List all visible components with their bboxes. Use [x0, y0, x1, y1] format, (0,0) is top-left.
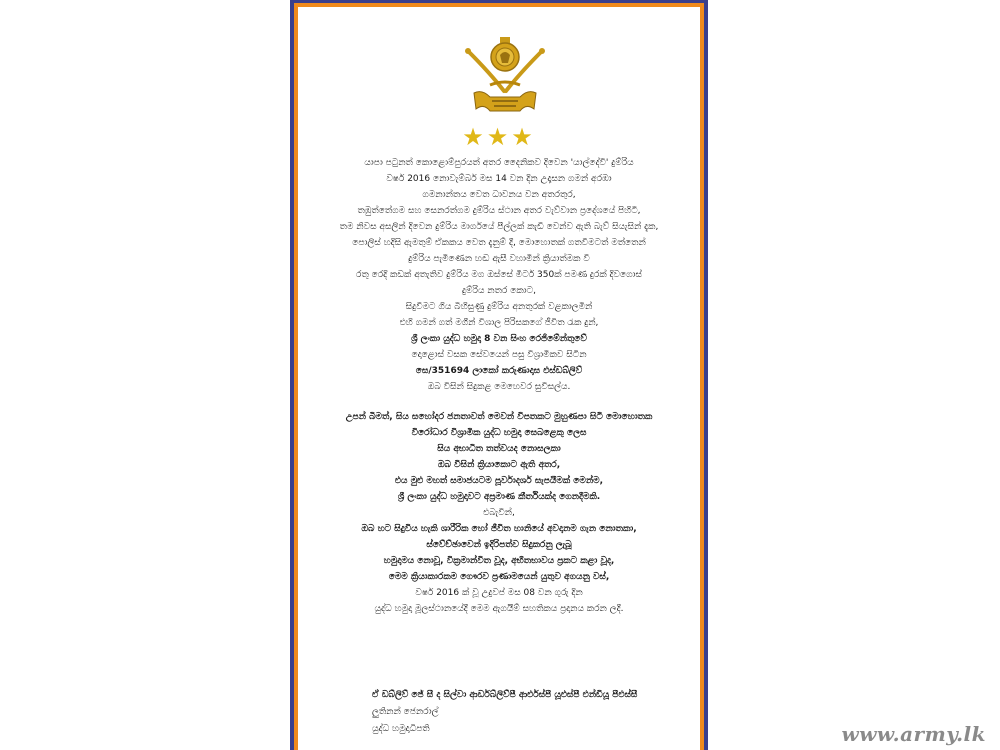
certificate-line: දුම්රිය නතර කොට,: [462, 286, 536, 296]
certificate-line: පොලිස් හදිසි ඇමතුම් ඒකකය වෙත දැනුම් දී, මොහොතක් ගතවීමටත් මත්තෙන්: [352, 238, 646, 248]
website-watermark: www.army.lk: [841, 722, 986, 746]
certificate-line: සිදුවීමට ගිය බිහිසුණු දුම්රිය අනතුරක් වළකාලමින්: [405, 302, 593, 312]
certificate-border: [294, 3, 704, 750]
certificate-line: යුද්ධ හමුදා මූලස්ථානයේදී මෙම ඇගයීම් සහතිකය ප්‍රදානය කරන ලදී.: [374, 604, 624, 614]
certificate-line: උපන් බිමත්, සිය සහෝදර ජනතාවත් මෙවන් විපතකට මුහුණපා සිටි මොහොතක: [345, 412, 653, 422]
certificate-line: ඔබ හට සිදුවිය හැකි ශාරීරික හෝ ජීවිත හානියේ අවදානම ගැන නොතකා,: [361, 524, 637, 534]
certificate-line: ගමනාන්තය වෙත ධාවනය වන අතරතුර,: [422, 190, 576, 200]
certificate-line: එහි ගමන් ගත් මගීන් විශාල පිරිසකගේ ජීවිත රැක දුන්,: [399, 318, 599, 328]
certificate-line: තඹුත්තේගම සහ සෙනරත්ගම දුම්රිය ස්ථාන අතර වැව්වාන ප්‍රදේශයේ පිහිටි,: [357, 206, 641, 216]
certificate-line: රතු රෙදි කඩක් අතැතිව දුම්රිය මග ඔස්සේ මීටර් 350ක් පමණ දුරක් දිවගොස්: [356, 270, 642, 280]
certificate-line: සෙ/351694 ලාකෝ කරුණාදාස එස්ඩබ්ලිව්: [415, 366, 583, 376]
certificate-line: විරෝධාර විශ්‍රාමික යුද්ධ හමුදා සෙබළෙකු ලෙස: [411, 428, 587, 438]
certificate-line: යාපා පටුනත් කොළොම්පුරයත් අතර දෛනිකව දිවෙන 'යාල්දේවි' දුම්රිය: [364, 158, 634, 168]
certificate-line: හමුදාමය නොවූ, වික්‍රමාන්විත වූද, අභීතභාවය ප්‍රකට කළා වූද,: [383, 556, 615, 566]
signatory-title: යුද්ධ හමුදාධිපති: [372, 724, 430, 734]
three-stars-icon: ★★★: [462, 123, 536, 151]
certificate-line: ඔබ විසින් සිදුකළ මෙහෙවර සුවිසල්ය.: [427, 382, 571, 392]
army-crest-emblem: [460, 33, 550, 123]
paragraph-gap: [304, 395, 694, 409]
signatory-rank: ලුතිනන් ජෙනරාල්: [372, 707, 439, 717]
certificate-line: සිය අභාධිත තත්වයද නොසලකා: [437, 444, 561, 454]
certificate-line: වර්ෂ 2016 ක් වූ උදුවප් මස 08 වන ගුරු දින: [415, 588, 583, 598]
signature-block: [372, 687, 637, 738]
signatory-name: ඒ ඩබ්ලිව් ජේ සී ද සිල්වා ආර්ඩබ්ලිව්පී ආර්එස්පී යූඑස්පී එන්ඩීයූ පීඑස්සී: [372, 690, 638, 700]
certificate-line: ශ්‍රී ලංකා යුද්ධ හමුදාවට අප්‍රමාණ කීර්තියක්ද ගෙනදීමකි.: [397, 492, 601, 502]
certificate-line: ශ්‍රී ලංකා යුද්ධ හමුදා 8 වන සිංහ රෙජිමේන්තුවේ: [411, 334, 587, 344]
certificate-body: [304, 155, 694, 617]
certificate-frame: [290, 0, 708, 750]
certificate-line: දොළොස් වසක සේවයෙන් පසු විශ්‍රාමිකව සිටින: [411, 350, 587, 360]
certificate-line: එය මුළු මහත් සමාජයටම පූර්වාදර්ශ සැපයීමක් මෙන්ම,: [394, 476, 604, 486]
certificate-line: එබැවින්,: [483, 508, 515, 518]
certificate-line: මෙම ක්‍රියාකාරකම ගෞරව ප්‍රණාමයෙන් යුතුව අගයනු වස්,: [388, 572, 610, 582]
certificate-line: දුම්රිය පැමිණෙන හඬ ඇසී වහාමින් ක්‍රියාත්මක වී: [408, 254, 590, 264]
certificate-line: වර්ෂ 2016 නොවැම්බර් මස 14 වන දින උදෑසන ගමන් අරඹා: [386, 174, 612, 184]
certificate-line: ස්වේච්ඡාවෙන් ඉදිරිපත්ව සිදුකරනු ලැබූ: [426, 540, 572, 550]
certificate-page: [298, 7, 700, 750]
certificate-line: තම නිවස අසලින් දිවෙන දුම්රිය මාර්ගයේ පීල්ලක් කැඩී වෙන්ව ඇති බැව් සියැසින් දැක,: [339, 222, 659, 232]
certificate-line: ඔබ විසින් ක්‍රියාකොට ඇති අතර,: [437, 460, 561, 470]
